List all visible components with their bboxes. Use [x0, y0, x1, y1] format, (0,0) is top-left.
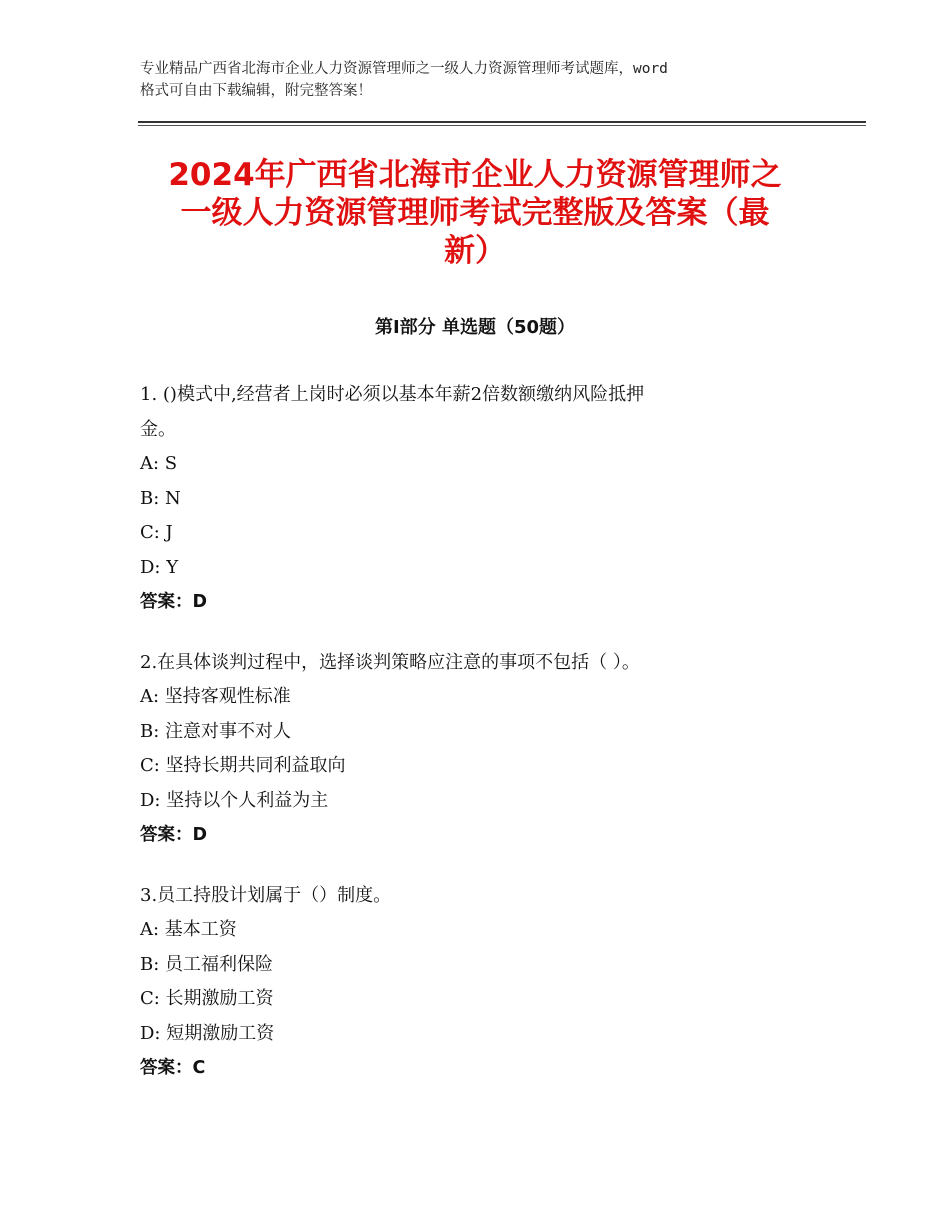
answer: 答案：D	[140, 592, 208, 612]
title-line: 新）	[444, 233, 506, 269]
title-line: 一级人力资源管理师考试完整版及答案（最	[180, 195, 770, 231]
question-stem: 1. ()模式中,经营者上岗时必须以基本年薪2倍数额缴纳风险抵押	[140, 384, 645, 405]
option-a: A: 坚持客观性标准	[140, 686, 291, 707]
answer: 答案：C	[140, 1058, 206, 1078]
option-c: C: 坚持长期共同利益取向	[140, 755, 346, 776]
option-c: C: J	[140, 522, 173, 543]
answer: 答案：D	[140, 825, 208, 845]
question-3	[140, 879, 820, 1086]
option-a: A: S	[140, 453, 178, 474]
header-note-line: 格式可自由下载编辑，附完整答案！	[140, 83, 372, 99]
option-b: B: N	[140, 487, 181, 509]
document-title	[120, 156, 830, 270]
option-d: D: Y	[140, 556, 179, 578]
header-note	[140, 58, 840, 102]
option-d: D: 坚持以个人利益为主	[140, 789, 329, 811]
option-a: A: 基本工资	[140, 919, 237, 940]
header-divider-thick	[138, 121, 866, 123]
option-d: D: 短期激励工资	[140, 1022, 275, 1044]
option-c: C: 长期激励工资	[140, 988, 274, 1009]
question-stem: 2.在具体谈判过程中，选择谈判策略应注意的事项不包括（ ）。	[140, 651, 640, 673]
title-line: 2024年广西省北海市企业人力资源管理师之	[168, 157, 782, 193]
option-b: B: 注意对事不对人	[140, 720, 292, 742]
header-divider-thin	[138, 125, 866, 126]
section-heading: 第Ⅰ部分 单选题（50题）	[374, 317, 575, 338]
question-1	[140, 378, 820, 620]
question-stem: 金。	[140, 418, 176, 440]
question-2	[140, 646, 820, 853]
question-stem: 3.员工持股计划属于（）制度。	[140, 884, 392, 906]
header-note-line: 专业精品广西省北海市企业人力资源管理师之一级人力资源管理师考试题库，word	[140, 61, 668, 77]
option-b: B: 员工福利保险	[140, 953, 274, 975]
question-list	[140, 378, 820, 1112]
